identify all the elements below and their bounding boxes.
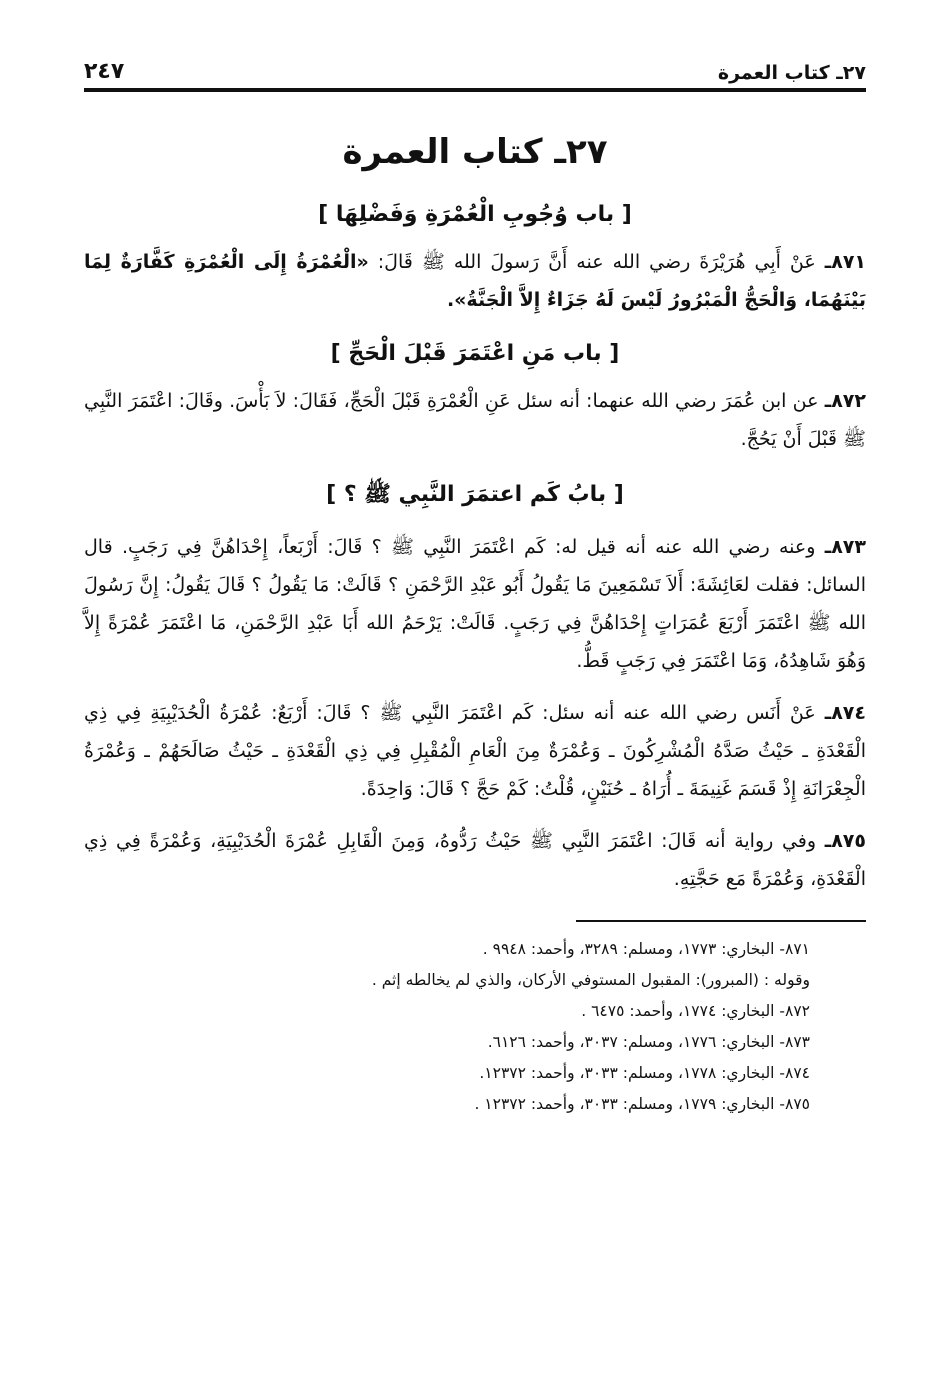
footnote-line: ٨٧٣- البخاري: ١٧٧٦، ومسلم: ٣٠٣٧، وأحمد: ٦١٢٦. (487, 1033, 810, 1051)
hadith-paragraph (84, 822, 866, 898)
hadith-number: ٨٧٢ـ (824, 390, 866, 412)
hadith-paragraph (84, 382, 866, 458)
footnote-line: ٨٧٢- البخاري: ١٧٧٤، وأحمد: ٦٤٧٥ . (581, 1002, 810, 1020)
hadith-number: ٨٧٤ـ (824, 702, 866, 724)
hadith-number: ٨٧٣ـ (824, 536, 866, 558)
hadith-number: ٨٧١ـ (824, 251, 867, 273)
hadith-paragraph (84, 528, 866, 680)
hadith-paragraph (84, 694, 866, 808)
hadith-text: عن ابن عُمَرَ رضي الله عنهما: أنه سئل عَنِ الْعُمْرَةِ قَبْلَ الْحَجِّ، فَقَالَ: لاَ بَأْسَ. وقَالَ: اعْتَمَرَ النَّبِي ﷺ قَبْلَ أَنْ يَحُجَّ. (84, 390, 866, 450)
running-header (84, 40, 866, 92)
page-number: ٢٤٧ (84, 59, 125, 84)
running-title: ٢٧ـ كتاب العمرة (717, 62, 866, 84)
hadith-text: وعنه رضي الله عنه أنه قيل له: كَم اعْتَمَرَ النَّبِي ﷺ ؟ قَالَ: أَرْبَعاً، إِحْدَاهُنَّ فِي رَجَبٍ. قال السائل: فقلت لعَائِشَةَ: أَلاَ تَسْمَعِينَ مَا يَقُولُ أَبُو عَبْدِ الرَّحْمَنِ ؟ قَالَتْ: مَا يَقُولُ ؟ قَالَ يَقُولُ: إِنَّ رَسُولَ الله ﷺ اعْتَمَرَ أَرْبَعَ عُمَرَاتٍ إِحْدَاهُنَّ فِي رَجَبٍ. قَالَتْ: يَرْحَمُ الله أَبَا عَبْدِ الرَّحْمَنِ، مَا اعْتَمَرَ عُمْرَةً إِلاَّ وَهُوَ شَاهِدُهُ، وَمَا اعْتَمَرَ فِي رَجَبٍ قَطُّ. (84, 536, 866, 672)
footnote-line: ٨٧٥- البخاري: ١٧٧٩، ومسلم: ٣٠٣٣، وأحمد: ١٢٣٧٢ . (474, 1095, 810, 1113)
chapter-section (84, 480, 866, 898)
footnote-line: وقوله : (المبرور): المقبول المستوفي الأركان، والذي لم يخالطه إثم . (371, 971, 810, 989)
hadith-matn: «الْعُمْرَةُ إِلَى الْعُمْرَةِ كَفَّارَةٌ لِمَا بَيْنَهُمَا، وَالْحَجُّ الْمَبْرُورُ لَيْسَ لَهُ جَزَاءٌ إِلاَّ الْجَنَّةُ». (84, 251, 866, 311)
hadith-paragraph (84, 243, 866, 319)
footnote-line: ٨٧٤- البخاري: ١٧٧٨، ومسلم: ٣٠٣٣، وأحمد: ١٢٣٧٢. (479, 1064, 810, 1082)
hadith-text: عَنْ أَنَس رضي الله عنه أنه سئل: كَم اعْتَمَرَ النَّبِي ﷺ ؟ قَالَ: أَرْبَعٌ: عُمْرَةُ الْحُدَيْبِيَةِ فِي ذِي الْقَعْدَةِ ـ حَيْثُ صَدَّهُ الْمُشْرِكُونَ ـ وَعُمْرَةٌ مِنَ الْعَامِ الْمُقْبِلِ فِي ذِي الْقَعْدَةِ ـ حَيْثُ صَالَحَهُمْ ـ وَعُمْرَةُ الْجِعْرَانَةِ إِذْ قَسَمَ غَنِيمَةَ ـ أُرَاهُ ـ حُنَيْنٍ، قُلْتُ: كَمْ حَجَّ ؟ قَالَ: وَاحِدَةً. (84, 702, 866, 800)
document-page (84, 40, 866, 1120)
footnotes (84, 934, 866, 1120)
footnote-divider (576, 920, 866, 922)
hadith-number: ٨٧٥ـ (824, 830, 866, 852)
hadith-text: عَنْ أَبِي هُرَيْرَةَ رضي الله عنه أَنَّ رَسولَ الله ﷺ قَالَ: (377, 251, 816, 273)
chapter-heading: [ باب مَنِ اعْتَمَرَ قَبْلَ الْحَجِّ ] (330, 341, 620, 366)
book-title: ٢٧ـ كتاب العمرة (342, 132, 608, 172)
hadith-text: وفي رواية أنه قَالَ: اعْتَمَرَ النَّبِي ﷺ حَيْثُ رَدُّوهُ، وَمِنَ الْقَابِلِ عُمْرَةَ الْحُدَيْبِيَةِ، وَعُمْرَةً فِي ذِي الْقَعْدَةِ، وَعُمْرَةً مَع حَجَّتِهِ. (84, 830, 866, 890)
chapter-section (84, 341, 866, 458)
chapter-heading: [ بابُ كَم اعتمَرَ النَّبِي ﷺ ؟ ] (326, 482, 624, 507)
chapter-heading: [ باب وُجُوبِ الْعُمْرَةِ وَفَضْلِهَا ] (318, 202, 632, 227)
footnote-line: ٨٧١- البخاري: ١٧٧٣، ومسلم: ٣٢٨٩، وأحمد: ٩٩٤٨ . (482, 940, 810, 958)
chapter-section (84, 202, 866, 319)
